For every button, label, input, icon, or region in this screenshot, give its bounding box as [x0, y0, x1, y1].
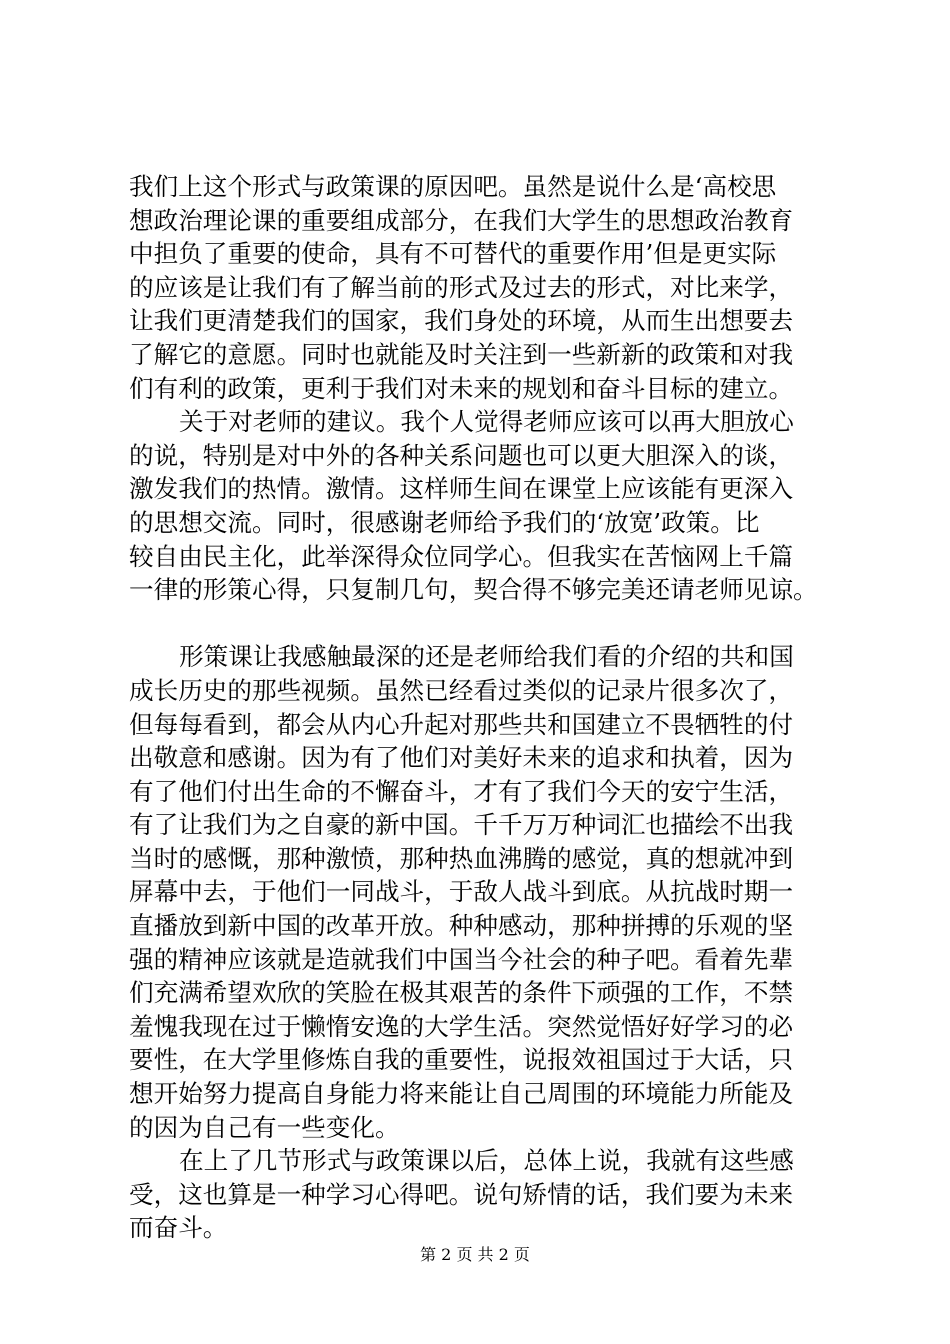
text-line: 想开始努力提高自身能力将来能让自己周围的环境能力所能及 [129, 1079, 794, 1109]
text-line: 屏幕中去，于他们一同战斗，于敌人战斗到底。从抗战时期一 [129, 877, 794, 907]
text-line: 要性，在大学里修炼自我的重要性，说报效祖国过于大话，只 [129, 1045, 794, 1075]
text-line: 羞愧我现在过于懒惰安逸的大学生活。突然觉悟好好学习的必 [129, 1011, 794, 1041]
text-line: 让我们更清楚我们的国家，我们身处的环境，从而生出想要去 [129, 306, 794, 336]
text-line: 的因为自己有一些变化。 [129, 1112, 400, 1142]
paragraph-conclusion [129, 1144, 819, 1245]
text-line: 们有利的政策，更利于我们对未来的规划和奋斗目标的建立。 [129, 373, 794, 403]
text-line: 的应该是让我们有了解当前的形式及过去的形式，对比来学， [129, 272, 794, 302]
text-line: 较自由民主化，此举深得众位同学心。但我实在苦恼网上千篇 [129, 541, 794, 571]
text-line: 了解它的意愿。同时也就能及时关注到一些新新的政策和对我 [129, 339, 794, 369]
text-line: 而奋斗。 [129, 1213, 228, 1243]
text-line: 中担负了重要的使命，具有不可替代的重要作用’但是更实际 [129, 239, 777, 269]
text-line: 有了让我们为之自豪的新中国。千千万万种词汇也描绘不出我 [129, 810, 794, 840]
page-number-footer: 第 2 页 共 2 页 [420, 1245, 530, 1264]
text-line: 出敬意和感谢。因为有了他们对美好未来的追求和执着，因为 [129, 743, 794, 773]
text-line: 激发我们的热情。激情。这样师生间在课堂上应该能有更深入 [129, 474, 794, 504]
text-line: 在上了几节形式与政策课以后，总体上说，我就有这些感 [179, 1146, 794, 1176]
text-line: 强的精神应该就是造就我们中国当今社会的种子吧。看着先辈 [129, 944, 794, 974]
paragraph-course-purpose [129, 170, 819, 405]
text-line: 想政治理论课的重要组成部分，在我们大学生的思想政治教育 [129, 205, 794, 235]
text-line: 我们上这个形式与政策课的原因吧。虽然是说什么是‘高校思 [129, 172, 777, 201]
text-line: 当时的感慨，那种激愤，那种热血沸腾的感觉，真的想就冲到 [129, 843, 794, 873]
paragraph-spacer [129, 607, 819, 641]
text-line: 形策课让我感触最深的还是老师给我们看的介绍的共和国 [179, 642, 794, 672]
text-line: 一律的形策心得，只复制几句，契合得不够完美还请老师见谅。 [129, 575, 818, 605]
text-line: 但每每看到，都会从内心升起对那些共和国建立不畏牺牲的付 [129, 709, 794, 739]
text-line: 们充满希望欢欣的笑脸在极其艰苦的条件下顽强的工作，不禁 [129, 978, 794, 1008]
text-line: 的思想交流。同时，很感谢老师给予我们的‘放宽’政策。比 [129, 507, 760, 537]
paragraph-teacher-suggestions [129, 405, 819, 607]
text-line: 成长历史的那些视频。虽然已经看过类似的记录片很多次了， [129, 675, 794, 705]
paragraph-history-videos [129, 640, 819, 1144]
document-body [129, 170, 819, 1245]
text-line: 的说，特别是对中外的各种关系问题也可以更大胆深入的谈， [129, 440, 794, 470]
text-line: 关于对老师的建议。我个人觉得老师应该可以再大胆放心 [179, 407, 794, 437]
text-line: 直播放到新中国的改革开放。种种感动，那种拼搏的乐观的坚 [129, 911, 794, 941]
text-line: 有了他们付出生命的不懈奋斗，才有了我们今天的安宁生活， [129, 776, 794, 806]
text-line: 受，这也算是一种学习心得吧。说句矫情的话，我们要为未来 [129, 1179, 794, 1209]
